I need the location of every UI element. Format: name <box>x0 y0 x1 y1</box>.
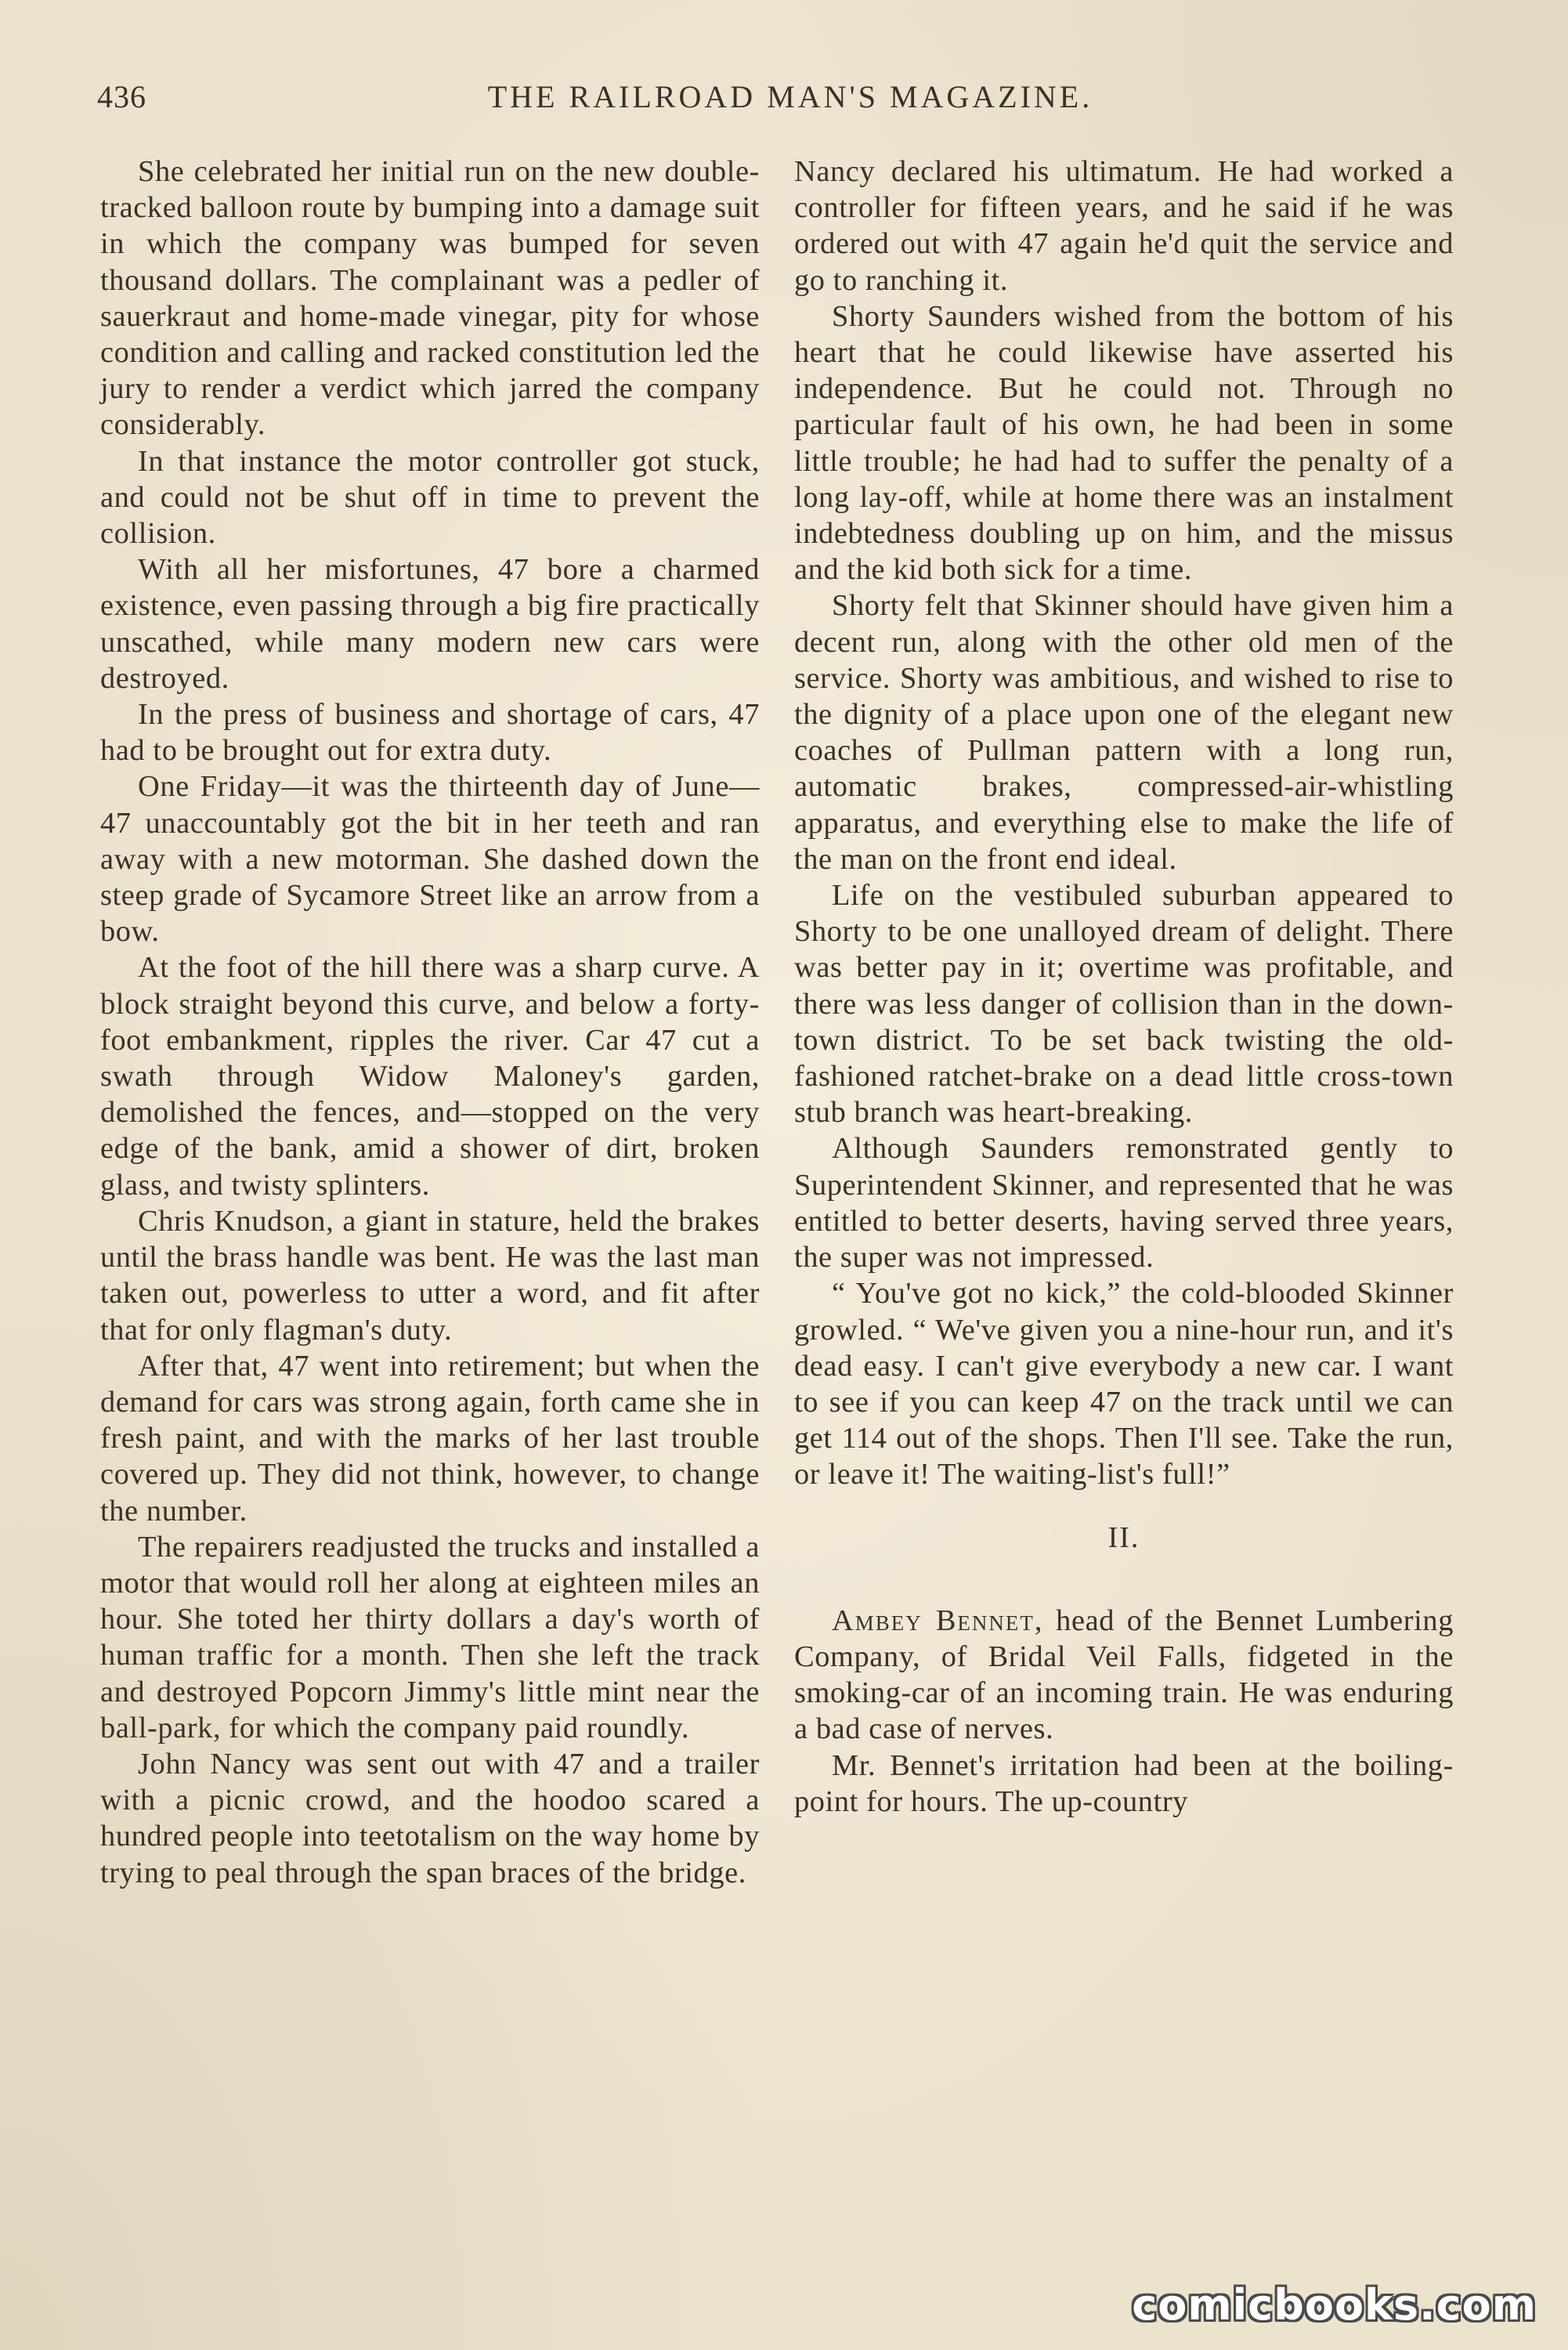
paragraph: In the press of business and shortage of cars, 47 had to be brought out for extra duty. <box>100 698 760 768</box>
section-opening-paragraph <box>794 1603 1454 1748</box>
paragraph: She celebrated her initial run on the new double-tracked balloon route by bumping into a damage suit in which the company was bumped for seven thousand dollars. The complainant was a pedler of sauerkraut and home-made vinegar, pity for whose condition and calling and racked constitution led the jury to render a verdict which jarred the company considerably. <box>100 155 760 442</box>
paragraph: “ You've got no kick,” the cold-blooded Skinner growled. “ We've given you a nine-hour run, and it's dead easy. I can't give everybody a new car. I want to see if you can keep 47 on the track until we can get 114 out of the shops. Then I'll see. Take the run, or leave it! The waiting-list's full!” <box>794 1277 1454 1491</box>
paragraph: Although Saunders remonstrated gently to Superintendent Skinner, and represented that he was entitled to better deserts, having served three years, the super was not impressed. <box>794 1132 1454 1274</box>
paragraph: Mr. Bennet's irritation had been at the boiling-point for hours. The up-country <box>794 1748 1454 1818</box>
left-column <box>100 154 760 1891</box>
paragraph: One Friday—it was the thirteenth day of June—47 unaccountably got the bit in her teeth and ran away with a new motorman. She dashed down the steep grade of Sycamore Street like an arrow from a bow. <box>100 770 760 949</box>
right-column <box>794 154 1454 1820</box>
paragraph: At the foot of the hill there was a sharp curve. A block straight beyond this curve, and below a forty-foot embankment, ripples the river. Car 47 cut a swath through Widow Maloney's garden, demolished the fences, and—stopped on the very edge of the bank, amid a shower of dirt, broken glass, and twisty splinters. <box>100 951 760 1202</box>
paragraph: With all her misfortunes, 47 bore a charmed existence, even passing through a big fire practically unscathed, while many modern new cars were destroyed. <box>100 553 760 695</box>
paragraph: Life on the vestibuled suburban appeared to Shorty to be one unalloyed dream of delight. There was better pay in it; overtime was profitable, and there was less danger of collision than in the down-town district. To be set back twisting the old-fashioned ratchet-brake on a dead little cross-town stub branch was heart-breaking. <box>794 879 1454 1130</box>
paragraph-text: head of the Bennet Lumbering Company, of Bridal Veil Falls, fidgeted in the smoking-car of an incoming train. He was enduring a bad case of nerves. <box>794 1603 1454 1746</box>
paragraph: In that instance the motor controller got stuck, and could not be shut off in time to prevent the collision. <box>100 444 760 551</box>
lead-small-caps: Ambey Bennet, <box>832 1603 1044 1637</box>
paragraph: Shorty felt that Skinner should have given him a decent run, along with the other old men of the service. Shorty was ambitious, and wished to rise to the dignity of a place upon one of the elegant new coaches of Pullman pattern with a long run, automatic brakes, compressed-air-whistling apparatus, and everything else to make the life of the man on the front end ideal. <box>794 589 1454 876</box>
page-number: 436 <box>97 79 146 114</box>
continued-paragraph: Nancy declared his ultimatum. He had worked a controller for fifteen years, and he said if he was ordered out with 47 again he'd quit the service and go to ranching it. <box>794 155 1454 297</box>
paragraph: Chris Knudson, a giant in stature, held the brakes until the brass handle was bent. He was the last man taken out, powerless to utter a word, and fit after that for only flagman's duty. <box>100 1204 760 1347</box>
paragraph: Shorty Saunders wished from the bottom of his heart that he could likewise have asserted his independence. But he could not. Through no particular fault of his own, he had been in some little trouble; he had had to suffer the penalty of a long lay-off, while at home there was an instalment indebtedness doubling up on him, and the missus and the kid both sick for a time. <box>794 299 1454 587</box>
paragraph: John Nancy was sent out with 47 and a trailer with a picnic crowd, and the hoodoo scared a hundred people into teetotalism on the way home by trying to peal through the span braces of the bridge. <box>100 1747 760 1889</box>
section-heading: II. <box>1107 1520 1140 1554</box>
running-head: THE RAILROAD MAN'S MAGAZINE. <box>487 79 1093 114</box>
watermark-logo: comicbooks.com <box>1132 2280 1537 2330</box>
page-header <box>97 78 1483 133</box>
paragraph: The repairers readjusted the trucks and installed a motor that would roll her along at eighteen miles an hour. She toted her thirty dollars a day's worth of human traffic for a month. Then she left the track and destroyed Popcorn Jimmy's little mint near the ball-park, for which the company paid roundly. <box>100 1530 760 1744</box>
paragraph: After that, 47 went into retirement; but when the demand for cars was strong again, forth came she in fresh paint, and with the marks of her last trouble covered up. They did not think, however, to change the number. <box>100 1349 760 1528</box>
